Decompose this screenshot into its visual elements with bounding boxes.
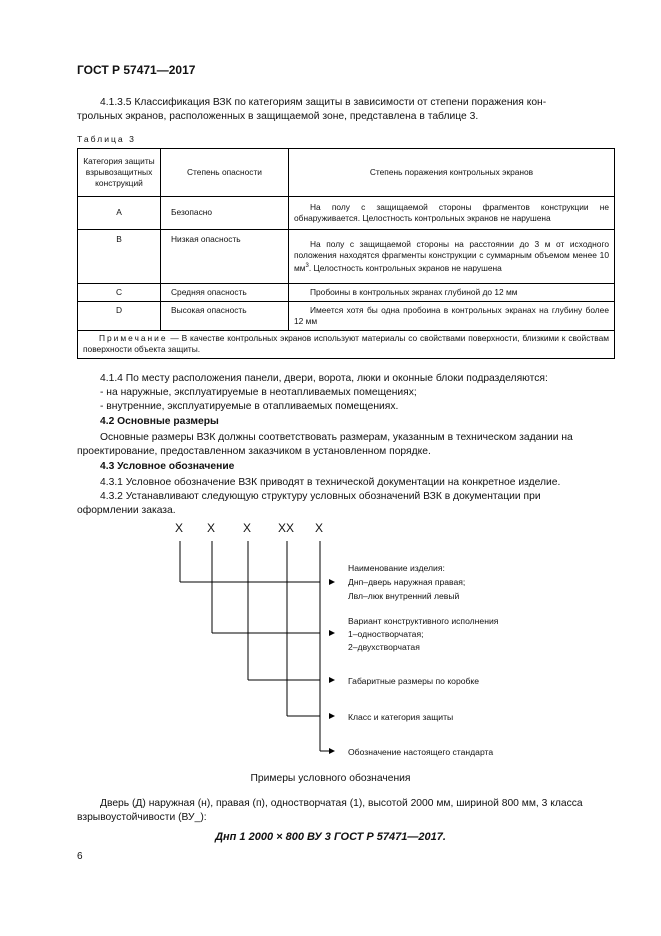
- table-cell-danger: Безопасно: [161, 197, 289, 230]
- table-cell-category: A: [78, 197, 161, 230]
- superscript: 3: [305, 263, 309, 270]
- examples-title: Примеры условного обозначения: [250, 773, 411, 784]
- example-designation: Днп 1 2000 × 800 ВУ 3 ГОСТ Р 57471—2017.: [215, 831, 446, 843]
- note-text: — В качестве контрольных экранов используют материалы со свойствами поверхности, близкими к свойствам поверхности объекта защиты.: [83, 333, 609, 355]
- section-heading-4-2: 4.2 Основные размеры: [100, 416, 219, 427]
- designation-letter: X: [315, 521, 324, 535]
- diagram-label-design-variant: 2–двухстворчатая: [348, 642, 420, 652]
- table-cell-category: D: [78, 302, 161, 331]
- paragraph-4-2-line2: проектирование, предоставленном заказчиком в установленном порядке.: [77, 446, 431, 457]
- diagram-label-product-name: Лвл–люк внутренний левый: [348, 591, 460, 601]
- paragraph-4-3-1: 4.3.1 Условное обозначение ВЗК приводят в технической документации на конкретное изделие.: [100, 477, 561, 488]
- diagram-label-dimensions: Габаритные размеры по коробке: [348, 676, 480, 686]
- table-header-cell: Степень опасности: [161, 149, 289, 197]
- list-item-outdoor: - на наружные, эксплуатируемые в неотапливаемых помещениях;: [100, 387, 417, 398]
- designation-letter: X: [207, 521, 216, 535]
- paragraph-4-1-3-5-line2: трольных экранов, расположенных в защищаемой зоне, представлена в таблице 3.: [77, 111, 479, 122]
- diagram-label-product-name: Наименование изделия:: [348, 563, 445, 573]
- table-cell-damage: Пробоины в контрольных экранах глубиной до 12 мм: [289, 284, 615, 302]
- page-number: 6: [77, 851, 83, 862]
- table-cell-damage: На полу с защищаемой стороны фрагментов конструкции не обнаруживается. Целостность контрольных экранов не нарушена: [289, 197, 615, 230]
- table-cell-danger: Средняя опасность: [161, 284, 289, 302]
- designation-letter: X: [243, 521, 252, 535]
- damage-text: . Целостность контрольных экранов не нарушена: [308, 263, 502, 274]
- table-caption: Таблица 3: [77, 134, 136, 144]
- list-item-indoor: - внутренние, эксплуатируемые в отапливаемых помещениях.: [100, 401, 399, 412]
- diagram-label-standard: Обозначение настоящего стандарта: [348, 747, 494, 757]
- designation-letter: XX: [278, 521, 295, 535]
- paragraph-4-3-2-line2: оформлении заказа.: [77, 505, 176, 516]
- example-description-line1: Дверь (Д) наружная (н), правая (п), одностворчатая (1), высотой 2000 мм, шириной 800 мм, 3 класса: [100, 798, 583, 809]
- designation-letter: X: [175, 521, 184, 535]
- table-cell-category: B: [78, 230, 161, 284]
- table-cell-danger: Низкая опасность: [161, 230, 289, 284]
- diagram-label-design-variant: 1–одностворчатая;: [348, 629, 424, 639]
- table-cell-damage: Имеется хотя бы одна пробоина в контрольных экранах на глубину более 12 мм: [289, 302, 615, 331]
- paragraph-4-1-3-5-line1: 4.1.3.5 Классификация ВЗК по категориям защиты в зависимости от степени поражения кон-: [100, 97, 547, 108]
- document-header: ГОСТ Р 57471—2017: [77, 63, 196, 77]
- paragraph-4-2-line1: Основные размеры ВЗК должны соответствовать размерам, указанным в техническом задании на: [100, 432, 573, 443]
- section-heading-4-3: 4.3 Условное обозначение: [100, 461, 235, 472]
- damage-text: На полу с защищаемой стороны на расстоянии до 3 м от исходного положения находятся фрагменты конструкции с суммарным объемом менее 10 мм: [294, 238, 609, 274]
- table-cell-danger: Высокая опасность: [161, 302, 289, 331]
- table-header-cell: Степень поражения контрольных экранов: [289, 149, 615, 197]
- diagram-label-design-variant: Вариант конструктивного исполнения: [348, 616, 499, 626]
- note-label: Примечание: [99, 333, 168, 343]
- example-description-line2: взрывоустойчивости (ВУ_):: [77, 812, 207, 823]
- table-cell-category: C: [78, 284, 161, 302]
- table-header-cell: Категория защиты взрывозащитных конструкций: [78, 149, 161, 197]
- paragraph-4-3-2-line1: 4.3.2 Устанавливают следующую структуру условных обозначений ВЗК в документации при: [100, 491, 541, 502]
- diagram-label-product-name: Днп–дверь наружная правая;: [348, 577, 466, 587]
- diagram-label-class-category: Класс и категория защиты: [348, 712, 454, 722]
- paragraph-4-1-4: 4.1.4 По месту расположения панели, двери, ворота, люки и оконные блоки подразделяются:: [100, 373, 548, 384]
